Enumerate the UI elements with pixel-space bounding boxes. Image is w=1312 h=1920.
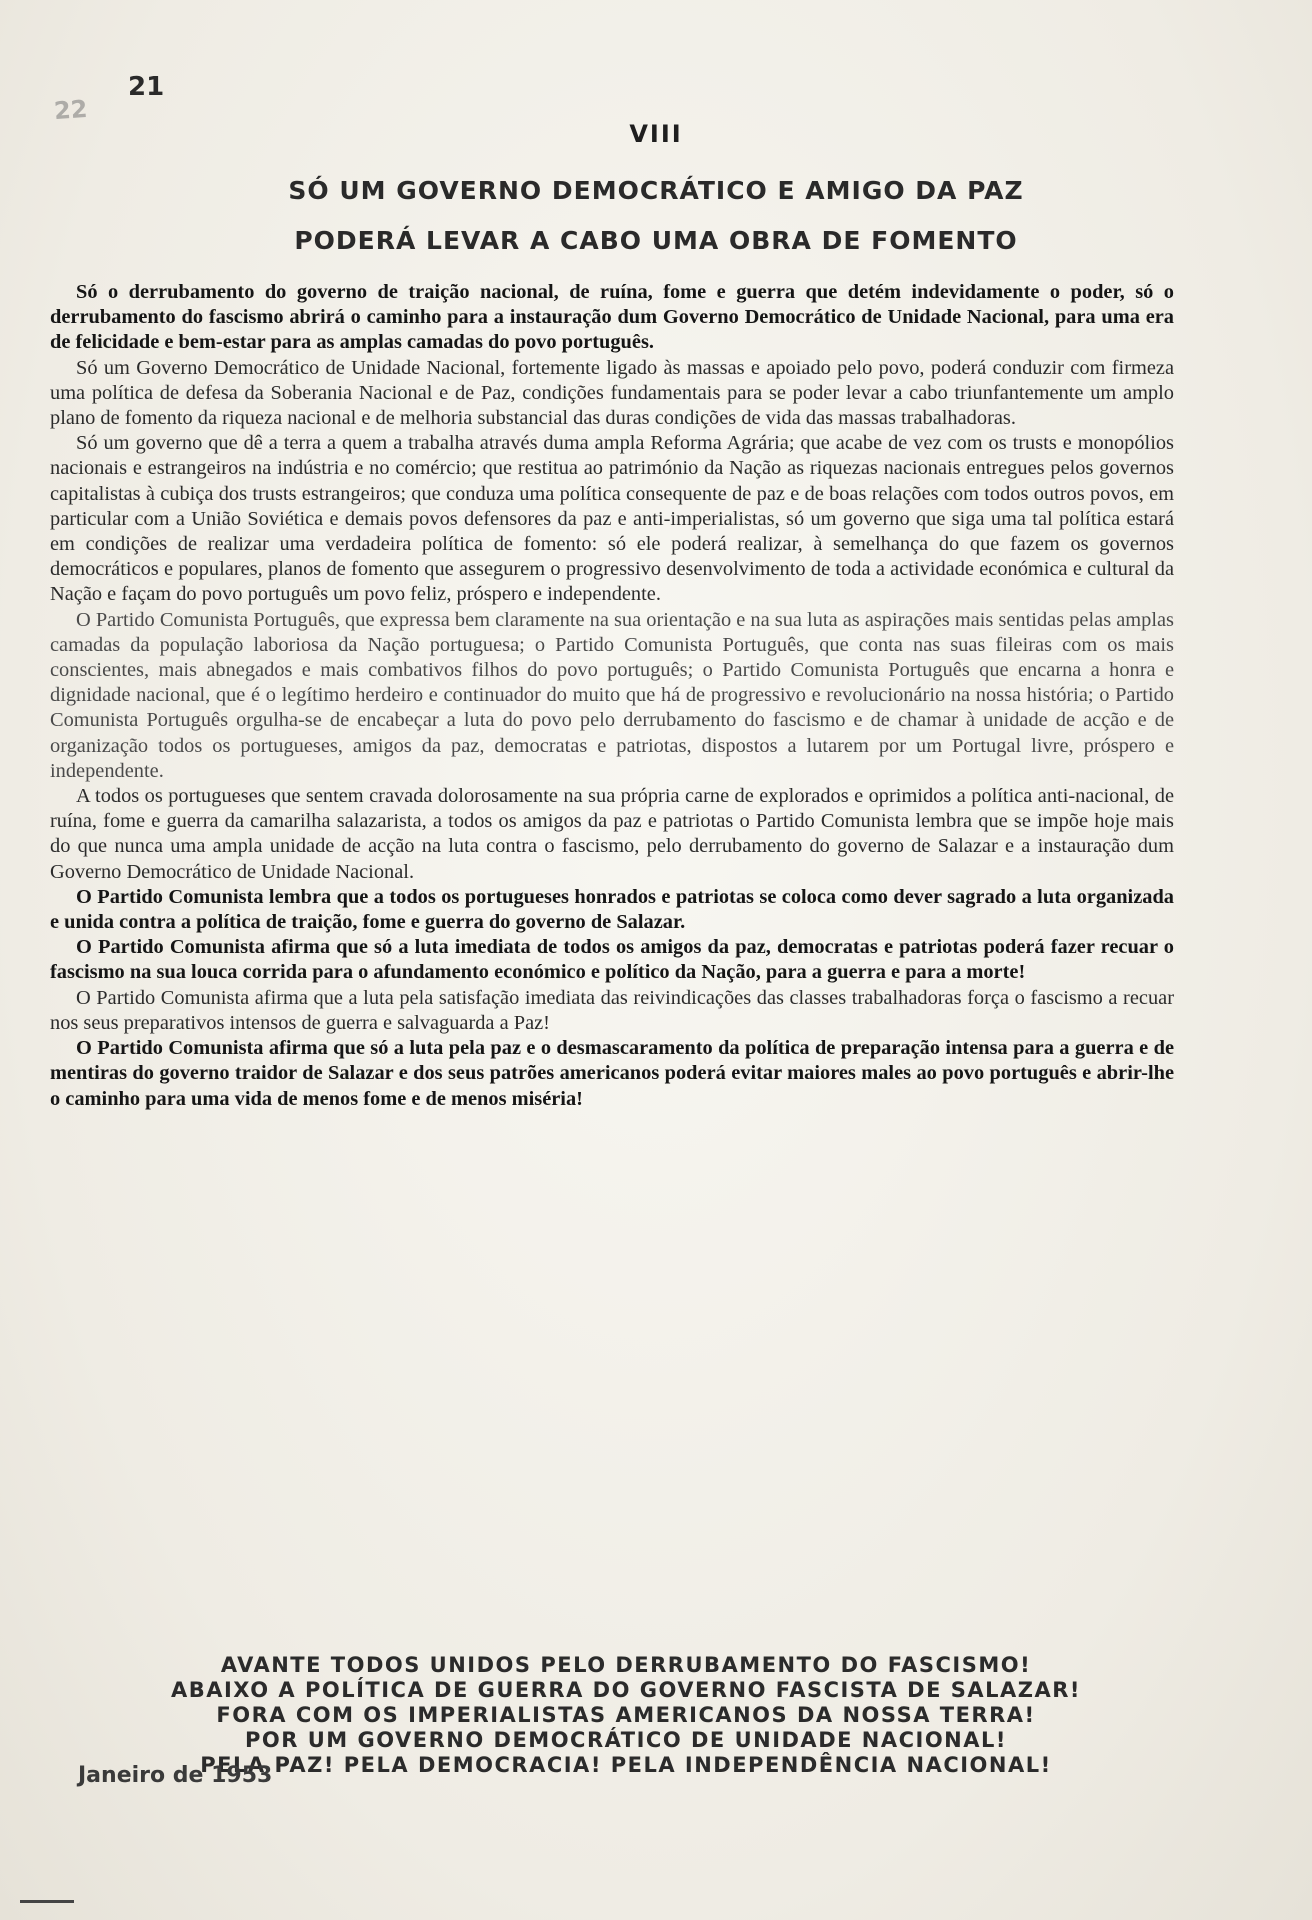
body-text bbox=[50, 280, 1174, 1112]
section-title-line-2: PODERÁ LEVAR A CABO UMA OBRA DE FOMENTO bbox=[294, 226, 1018, 255]
section-number: VIII bbox=[629, 120, 683, 148]
slogan-line: ABAIXO A POLÍTICA DE GUERRA DO GOVERNO FASCISTA DE SALAZAR! bbox=[170, 1678, 1082, 1702]
section-title-line-1: SÓ UM GOVERNO DEMOCRÁTICO E AMIGO DA PAZ bbox=[288, 176, 1024, 205]
slogan-line: FORA COM OS IMPERIALISTAS AMERICANOS DA NOSSA TERRA! bbox=[216, 1703, 1036, 1727]
paragraph: Só o derrubamento do governo de traição nacional, de ruína, fome e guerra que detém indevidamente o poder, só o derrubamento do fascismo abrirá o caminho para a instauração dum Governo Democrático de Unidade Nacional, para uma era de felicidade e bem-estar para as amplas camadas do povo português. bbox=[50, 281, 1174, 354]
page-number: 21 bbox=[128, 72, 165, 102]
paragraph: Só um Governo Democrático de Unidade Nacional, fortemente ligado às massas e apoiado pelo povo, poderá conduzir com firmeza uma política de defesa da Soberania Nacional e de Paz, condições fundamentais para se poder levar a cabo triunfantemente um amplo plano de fomento da riqueza nacional e de melhoria substancial das duras condições de vida das massas trabalhadoras. bbox=[50, 356, 1174, 430]
slogan-line: AVANTE TODOS UNIDOS PELO DERRUBAMENTO DO FASCISMO! bbox=[220, 1653, 1032, 1677]
paragraph: O Partido Comunista afirma que só a luta pela paz e o desmascaramento da política de preparação intensa para a guerra e de mentiras do governo traidor de Salazar e dos seus patrões americanos poderá evitar maiores males ao povo português e abrir-lhe o caminho para uma vida de menos fome e de menos miséria! bbox=[50, 1037, 1174, 1110]
slogan-line: PELA PAZ! PELA DEMOCRACIA! PELA INDEPENDÊNCIA NACIONAL! bbox=[200, 1753, 1052, 1777]
paragraph: O Partido Comunista afirma que só a luta imediata de todos os amigos da paz, democratas e patriotas poderá fazer recuar o fascismo na sua louca corrida para o afundamento económico e político da Nação, para a guerra e para a morte! bbox=[50, 936, 1174, 984]
paragraph: O Partido Comunista afirma que a luta pela satisfação imediata das reivindicações das classes trabalhadoras força o fascismo a recuar nos seus preparativos intensos de guerra e salvaguarda a Paz! bbox=[50, 986, 1174, 1034]
slogans-block bbox=[60, 1653, 1192, 1778]
document-date: Janeiro de 1953 bbox=[78, 1763, 273, 1788]
page-number-faint: 22 bbox=[53, 94, 89, 126]
paragraph: A todos os portugueses que sentem cravada dolorosamente na sua própria carne de explorados e oprimidos a política anti-nacional, de ruína, fome e guerra da camarilha salazarista, a todos os amigos da paz e patriotas o Partido Comunista lembra que se impõe hoje mais do que nunca uma ampla unidade de acção na luta contra o fascismo, pelo derrubamento do governo de Salazar e a instauração dum Governo Democrático de Unidade Nacional. bbox=[50, 785, 1174, 883]
paragraph: O Partido Comunista lembra que a todos os portugueses honrados e patriotas se coloca como dever sagrado a luta organizada e unida contra a política de traição, fome e guerra do governo de Salazar. bbox=[50, 885, 1174, 934]
slogan-line: POR UM GOVERNO DEMOCRÁTICO DE UNIDADE NACIONAL! bbox=[245, 1728, 1007, 1752]
paragraph: O Partido Comunista Português, que expressa bem claramente na sua orientação e na sua luta as aspirações mais sentidas pelas amplas camadas da população laboriosa da Nação portuguesa; o Partido Comunista Português, que conta nas suas fileiras com os mais conscientes, mais abnegados e mais combativos filhos do povo português; o Partido Comunista Português que encarna a honra e dignidade nacional, que é o legítimo herdeiro e continuador do muito que há de progressivo e revolucionário na nossa história; o Partido Comunista Português orgulha-se de encabeçar a luta do povo pelo derrubamento do fascismo e de chamar à unidade de acção e de organização todos os portugueses, amigos da paz, democratas e patriotas, dispostos a lutarem por um Portugal livre, próspero e independente. bbox=[50, 608, 1174, 782]
scan-mark bbox=[20, 1900, 74, 1903]
paragraph: Só um governo que dê a terra a quem a trabalha através duma ampla Reforma Agrária; que acabe de vez com os trusts e monopólios nacionais e estrangeiros na indústria e no comércio; que restitua ao património da Nação as riquezas nacionais entregues pelos governos capitalistas à cubiça dos trusts estrangeiros; que conduza uma política consequente de paz e de boas relações com todos outros povos, em particular com a União Soviética e demais povos defensores da paz e anti-imperialistas, só um governo que siga uma tal política estará em condições de realizar uma verdadeira política de fomento: só ele poderá realizar, à semelhança do que fazem os governos democráticos e populares, planos de fomento que assegurem o progressivo desenvolvimento de toda a actividade económica e cultural da Nação e façam do povo português um povo feliz, próspero e independente. bbox=[50, 432, 1174, 606]
